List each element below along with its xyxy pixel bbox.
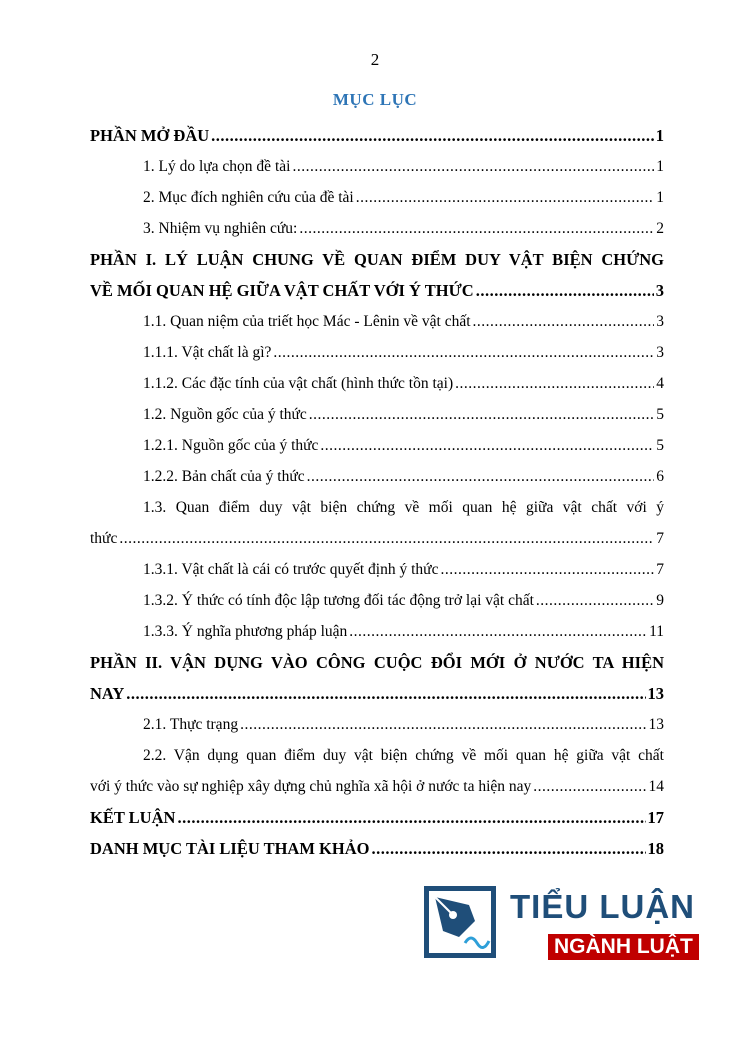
toc-entry[interactable] bbox=[90, 182, 664, 213]
toc-entry[interactable] bbox=[90, 120, 664, 151]
toc-entry[interactable] bbox=[90, 802, 664, 833]
toc-entry-label-line1: PHẦN II. VẬN DỤNG VÀO CÔNG CUỘC ĐỔI MỚI Ở NƯỚC TA HIỆN bbox=[90, 653, 664, 672]
toc-entry-label: 2.1. Thực trạng bbox=[143, 716, 239, 733]
toc-entry-page: 14 bbox=[648, 778, 664, 795]
toc-entry-label-line2: NAY bbox=[90, 684, 125, 703]
toc-entry-page: 9 bbox=[656, 592, 664, 609]
toc-entry-page: 13 bbox=[648, 716, 664, 733]
logo-subtitle: NGÀNH LUẬT bbox=[548, 934, 699, 960]
toc-title: MỤC LỤC bbox=[332, 90, 418, 109]
toc-entry-label: 1.1.2. Các đặc tính của vật chất (hình thức tồn tại) bbox=[143, 375, 454, 392]
toc-entry-label: PHẦN MỞ ĐẦU bbox=[90, 126, 210, 145]
logo-title: TIỂU LUẬN bbox=[510, 888, 695, 925]
toc-entry-label: 1.3.3. Ý nghĩa phương pháp luận bbox=[143, 623, 348, 640]
toc-entry[interactable] bbox=[90, 461, 664, 492]
toc-entry-page: 1 bbox=[655, 126, 664, 145]
toc-entry-page: 11 bbox=[649, 623, 664, 640]
toc-entry-label: 1.2.2. Bản chất của ý thức bbox=[143, 468, 305, 485]
toc-entry[interactable] bbox=[90, 244, 664, 306]
toc-entry-label: 1.1. Quan niệm của triết học Mác - Lênin về vật chất bbox=[143, 313, 471, 330]
toc-entry-label-line1: 2.2. Vận dụng quan điểm duy vật biện chứng về mối quan hệ giữa vật chất bbox=[143, 747, 664, 764]
toc-entry-page: 3 bbox=[656, 313, 664, 330]
toc-entry-label-line1: PHẦN I. LÝ LUẬN CHUNG VỀ QUAN ĐIỂM DUY VẬT BIỆN CHỨNG bbox=[90, 250, 664, 269]
toc-entry-page: 17 bbox=[647, 808, 664, 827]
toc-entry[interactable] bbox=[90, 647, 664, 709]
toc-entry[interactable] bbox=[90, 492, 664, 554]
toc-entry-label-line2: với ý thức vào sự nghiệp xây dựng chủ nghĩa xã hội ở nước ta hiện nay bbox=[90, 778, 532, 795]
toc-entry[interactable] bbox=[90, 585, 664, 616]
brand-logo bbox=[424, 886, 695, 970]
toc-entry-label: 1.3.1. Vật chất là cái có trước quyết định ý thức bbox=[143, 561, 439, 578]
toc-entry[interactable] bbox=[90, 151, 664, 182]
toc-entry[interactable] bbox=[90, 399, 664, 430]
pen-nib-icon bbox=[424, 886, 496, 958]
toc-entry[interactable] bbox=[90, 306, 664, 337]
toc-entry-page: 4 bbox=[656, 375, 664, 392]
page-number: 2 bbox=[370, 50, 380, 69]
toc-entry-page: 13 bbox=[647, 684, 664, 703]
toc-entry-page: 5 bbox=[656, 437, 664, 454]
toc-entry-page: 6 bbox=[656, 468, 664, 485]
toc-entry-page: 3 bbox=[655, 281, 664, 300]
toc-entry-label: 1. Lý do lựa chọn đề tài bbox=[143, 158, 291, 175]
toc-entry[interactable] bbox=[90, 213, 664, 244]
toc-entry-page: 7 bbox=[656, 530, 664, 547]
toc-entry-label: 1.2.1. Nguồn gốc của ý thức bbox=[143, 437, 319, 454]
toc-entry-page: 1 bbox=[656, 189, 664, 206]
toc-entry-label-line2: VỀ MỐI QUAN HỆ GIỮA VẬT CHẤT VỚI Ý THỨC bbox=[90, 281, 474, 300]
toc-entry[interactable] bbox=[90, 616, 664, 647]
toc-entry-page: 18 bbox=[647, 839, 664, 858]
toc-entry-page: 1 bbox=[656, 158, 664, 175]
toc-entry[interactable] bbox=[90, 709, 664, 740]
toc-entry-page: 7 bbox=[656, 561, 664, 578]
toc-entry-label: DANH MỤC TÀI LIỆU THAM KHẢO bbox=[90, 839, 370, 858]
toc-entry-label: 1.2. Nguồn gốc của ý thức bbox=[143, 406, 307, 423]
table-of-contents bbox=[90, 120, 664, 864]
toc-entry-label: 2. Mục đích nghiên cứu của đề tài bbox=[143, 189, 354, 206]
toc-entry[interactable] bbox=[90, 740, 664, 802]
toc-entry-label: KẾT LUẬN bbox=[90, 808, 176, 827]
toc-entry-page: 3 bbox=[656, 344, 664, 361]
toc-entry-label-line1: 1.3. Quan điểm duy vật biện chứng về mối quan hệ giữa vật chất với ý bbox=[143, 499, 664, 516]
toc-entry[interactable] bbox=[90, 430, 664, 461]
toc-entry-label: 1.1.1. Vật chất là gì? bbox=[143, 344, 272, 361]
toc-entry-page: 2 bbox=[656, 220, 664, 237]
toc-entry[interactable] bbox=[90, 368, 664, 399]
toc-entry-label: 1.3.2. Ý thức có tính độc lập tương đối tác động trở lại vật chất bbox=[143, 592, 534, 609]
toc-entry-page: 5 bbox=[656, 406, 664, 423]
toc-entry[interactable] bbox=[90, 833, 664, 864]
toc-entry-label: 3. Nhiệm vụ nghiên cứu: bbox=[143, 220, 298, 237]
toc-entry[interactable] bbox=[90, 337, 664, 368]
toc-entry-label-line2: thức bbox=[90, 530, 118, 547]
toc-entry[interactable] bbox=[90, 554, 664, 585]
